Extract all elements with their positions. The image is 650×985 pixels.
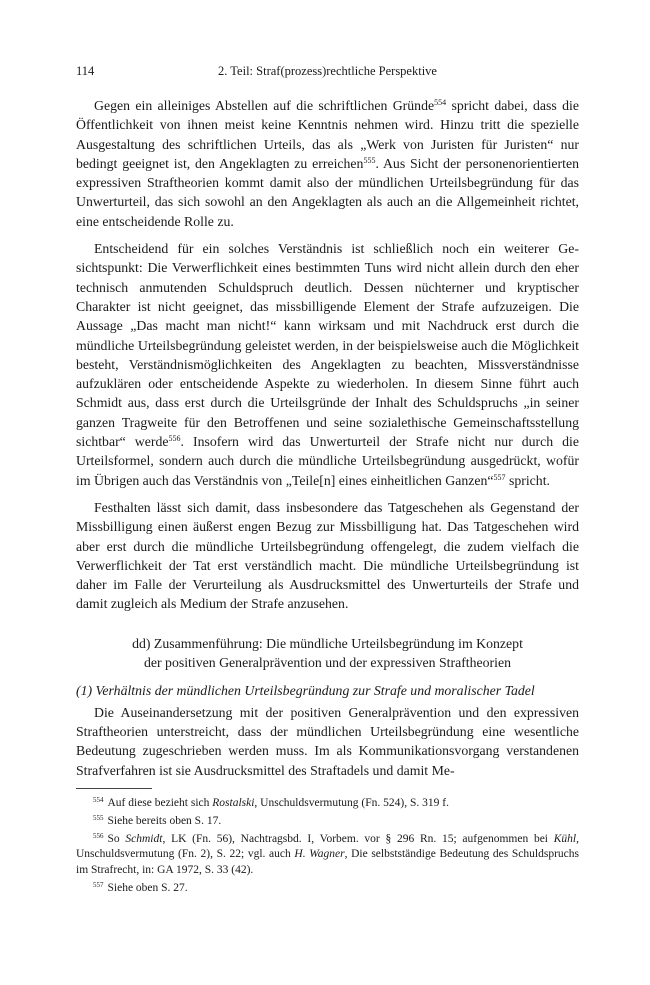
footnote-text: , Die selbstständige Bedeutung des Schuldspruchs im Strafrecht, in: GA 1972, S. 33 (42). (76, 848, 579, 876)
footnote-number: 556 (93, 832, 104, 841)
footnote-554 (76, 796, 579, 811)
footnote-text: Auf diese bezieht sich (107, 796, 213, 809)
footnote-author: H. Wagner (294, 848, 345, 861)
footnote-text: , Unschuldsvermutung (Fn. 524), S. 319 f. (254, 796, 449, 809)
footnote-557 (76, 881, 579, 896)
footnote-ref-554[interactable]: 554 (434, 98, 447, 107)
running-title: 2. Teil: Straf(prozess)rechtliche Perspektive (218, 64, 437, 78)
footnote-text: Siehe bereits oben S. 17. (107, 815, 222, 827)
subsection-heading-1: (1) Verhältnis der mündlichen Urteilsbegründung zur Strafe und moralischer Tadel (76, 683, 535, 699)
footnote-number: 554 (93, 795, 104, 804)
footnote-555 (76, 814, 579, 829)
paragraph-4: Die Auseinandersetzung mit der positiven Generalprävention und den expressiven Straftheorien unterstreicht, dass der mündlichen Urteilsbegründung eine wesentliche Bedeutung zugeschrieben werden muss. Im als Kommunikationsvorgang verstandenen Strafverfahren ist sie Ausdrucksmittel des Straftadels und damit Me- (76, 704, 579, 778)
running-header (76, 58, 579, 80)
paragraph-1-text-b: spricht dabei, dass die Öffentlichkeit von ihnen meist keine Kenntnis nehmen wird. Hinzu tritt die spezielle Ausgestaltung des schriftlichen Urteils, das als „Werk von Juristen für Juristen“ nur bedingt geeignet ist, den Angeklagten zu erreichen (76, 98, 579, 171)
footnote-ref-557[interactable]: 557 (493, 472, 506, 482)
footnote-number: 555 (93, 814, 104, 822)
paragraph-1-text-c: . Aus Sicht der personenorientierten expressiven Straftheorien kommt damit also der mündlichen Urteilsbegründung für das Unwerturteil, das sich sowohl an den Angeklagten als auch an die Allgemeinheit richtet, eine entscheidende Rolle zu. (76, 155, 579, 229)
paragraph-3: Festhalten lässt sich damit, dass insbesondere das Tatgeschehen als Gegenstand der Missbilligung einen äußerst engen Bezug zur Missbilligung hat. Das Tatgeschehen wird aber erst durch die mündliche Urteilsbegründung offengelegt, die zudem vielfach die Verwerflichkeit der Tat erst verständlich macht. Die mündliche Urteilsbegründung ist daher im Falle der Verurteilung als Ausdrucksmittel des Unwerturteils der Strafe und damit zugleich als Medium der Strafe anzusehen. (76, 499, 579, 612)
page-number: 114 (76, 64, 95, 78)
footnote-ref-555[interactable]: 555 (363, 155, 376, 165)
footnote-number: 557 (93, 880, 104, 889)
footnotes (76, 796, 579, 896)
section-heading-dd-line-1: dd) Zusammenführung: Die mündliche Urteilsbegründung im Konzept (132, 635, 523, 651)
paragraph-2-text-b: . Insofern wird das Unwerturteil der Strafe nicht nur durch die Urteilsformel, sondern auch durch die mündliche Urteilsbegründung ausgedrückt, wofür im Übrigen auch das Verständnis von „Teile[n] eines einheitlichen Ganzen“ (76, 434, 579, 488)
footnote-author: Schmidt (125, 833, 163, 846)
footnote-text: Siehe oben S. 27. (107, 881, 188, 894)
section-heading-dd (76, 634, 579, 673)
footnote-author: Rostalski (212, 796, 255, 809)
paragraph-1 (76, 96, 579, 231)
paragraph-1-text-a: Gegen ein alleiniges Abstellen auf die schriftlichen Gründe (94, 98, 435, 113)
footnote-text: , LK (Fn. 56), Nachtragsbd. I, Vorbem. vor § 296 Rn. 15; aufgenommen bei (162, 833, 554, 846)
footnote-divider (76, 788, 152, 789)
section-heading-dd-line-2: der positiven Generalprävention und der expressiven Straftheorien (143, 655, 512, 671)
footnote-text: , Unschuldsvermutung (Fn. 2), S. 22; vgl. auch (76, 833, 579, 861)
paragraph-2 (76, 239, 579, 490)
footnote-ref-556[interactable]: 556 (168, 434, 181, 444)
footnote-author: Kühl (553, 833, 577, 846)
footnote-556 (76, 832, 579, 878)
footnote-text: So (107, 833, 126, 846)
paragraph-2-text-c: spricht. (505, 472, 550, 488)
document-page (76, 58, 579, 899)
paragraph-2-text-a: Entscheidend für ein solches Verständnis ist schließlich noch ein weiterer Gesichtspunkt: Die Verwerflichkeit eines bestimmten Tuns wird nicht allein durch den eher technisch anmutenden Schuldspruch deutlich. Dessen nüchterner und kryptischer Charakter ist nicht geeignet, das missbilligende Element der Strafe aufzuzeigen. Die Aussage „Das macht man nicht!“ kann wirksam und mit Nachdruck erst durch die mündliche Urteilsbegründung geleistet werden, in der beispielsweise auch die Möglichkeit besteht, Verständnismöglichkeiten des Angeklagten zu beachten, Missverständnisse aufzuklären oder entscheidende Aspekte zu wiederholen. In diesem Sinne führt auch Schmidt aus, dass erst durch die Urteilsgründe der Inhalt des Schuldspruchs „in seiner ganzen Tragweite für den Betroffenen und seine sozialethische Gemeinschaftsstellung sichtbar“ werde (76, 241, 579, 450)
